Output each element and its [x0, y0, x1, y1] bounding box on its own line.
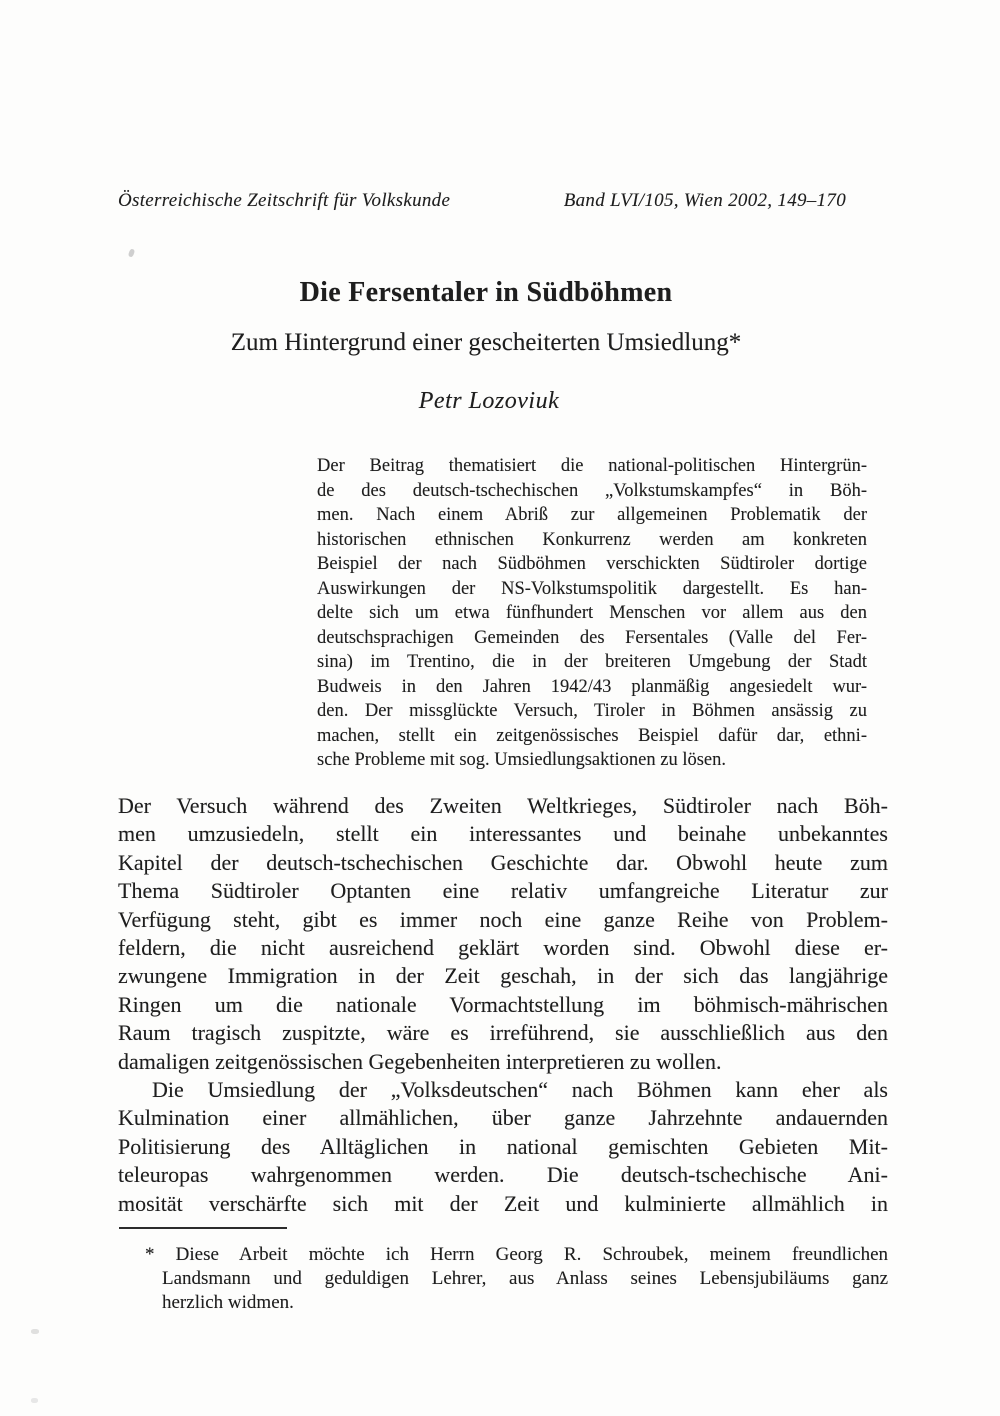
text-line: Die Umsiedlung der „Volksdeutschen“ nach Böhmen kann eher als: [152, 1077, 888, 1103]
footnote-block: [118, 1243, 888, 1315]
text-line: Kulmination einer allmählichen, über ganze Jahrzehnte andauernden: [118, 1105, 888, 1131]
text-line: feldern, die nicht ausreichend geklärt worden sind. Obwohl diese er-: [118, 935, 888, 961]
text-line: sche Probleme mit sog. Umsiedlungsaktionen zu lösen.: [317, 750, 726, 770]
text-line: men. Nach einem Abriß zur allgemeinen Problematik der: [317, 505, 867, 525]
text-line: * Diese Arbeit möchte ich Herrn Georg R. Schroubek, meinem freundlichen: [145, 1244, 888, 1265]
text-line: damaligen zeitgenössischen Gegebenheiten interpretieren zu wollen.: [118, 1048, 722, 1074]
text-line: Der Beitrag thematisiert die national-politischen Hintergrün-: [317, 456, 867, 476]
page-title: Die Fersentaler in Südböhmen: [299, 277, 673, 308]
text-line: zwungene Immigration in der Zeit geschah, in der sich das langjährige: [118, 963, 888, 989]
text-line: herzlich widmen.: [162, 1292, 294, 1313]
text-line: sina) im Trentino, die in der breiteren Umgebung der Stadt: [317, 652, 867, 672]
text-line: deutschsprachigen Gemeinden des Fersentales (Valle del Fer-: [317, 627, 867, 648]
text-line: Landsmann und geduldigen Lehrer, aus Anlass seines Lebensjubiläums ganz: [162, 1268, 888, 1289]
text-line: Ringen um die nationale Vormachtstellung im böhmisch-mährischen: [118, 991, 888, 1017]
author-name: Petr Lozoviuk: [418, 388, 560, 414]
text-line: de des deutsch-tschechischen „Volkstumskampfes“ in Böh-: [317, 480, 867, 501]
abstract-block: [317, 454, 867, 773]
text-line: Budweis in den Jahren 1942/43 planmäßig angesiedelt wur-: [317, 676, 867, 697]
text-line: delte sich um etwa fünfhundert Menschen vor allem aus den: [317, 603, 867, 623]
body-paragraph-2: [118, 1076, 888, 1218]
text-line: Politisierung des Alltäglichen in national gemischten Gebieten Mit-: [118, 1133, 888, 1159]
text-line: mosität verschärfte sich mit der Zeit und kulminierte allmählich in: [118, 1190, 888, 1216]
text-line: men umzusiedeln, stellt ein interessantes und beinahe unbekanntes: [118, 821, 888, 847]
scan-speck: [31, 1398, 38, 1403]
page-subtitle: Zum Hintergrund einer gescheiterten Umsiedlung*: [230, 329, 742, 356]
text-line: Der Versuch während des Zweiten Weltkrieges, Südtiroler nach Böh-: [118, 793, 888, 818]
text-line: Auswirkungen der NS-Volkstumspolitik dargestellt. Es han-: [317, 578, 867, 599]
text-line: den. Der missglückte Versuch, Tiroler in Böhmen ansässig zu: [317, 701, 867, 721]
text-line: Beispiel der nach Südböhmen verschickten Südtiroler dortige: [317, 554, 867, 574]
journal-header: [118, 190, 888, 212]
text-line: Verfügung steht, gibt es immer noch eine ganze Reihe von Problem-: [118, 906, 888, 932]
journal-name: Österreichische Zeitschrift für Volkskunde: [118, 190, 451, 211]
footnote-rule: [119, 1227, 287, 1229]
body-text: [118, 792, 888, 1218]
scan-speck: [128, 248, 135, 257]
text-line: teleuropas wahrgenommen werden. Die deutsch-tschechische Ani-: [118, 1162, 888, 1188]
text-line: historischen ethnischen Konkurrenz werden am konkreten: [317, 529, 867, 550]
text-line: Kapitel der deutsch-tschechischen Geschichte dar. Obwohl heute zum: [118, 849, 888, 875]
text-line: Thema Südtiroler Optanten eine relativ umfangreiche Literatur zur: [118, 878, 888, 904]
text-line: Raum tragisch zuspitzte, wäre es irreführend, sie ausschließlich aus den: [118, 1020, 888, 1046]
scan-speck: [31, 1329, 39, 1334]
issue-info: Band LVI/105, Wien 2002, 149–170: [563, 190, 846, 211]
body-paragraph-1: [118, 792, 888, 1076]
text-line: machen, stellt ein zeitgenössisches Beispiel dafür dar, ethni-: [317, 725, 867, 746]
